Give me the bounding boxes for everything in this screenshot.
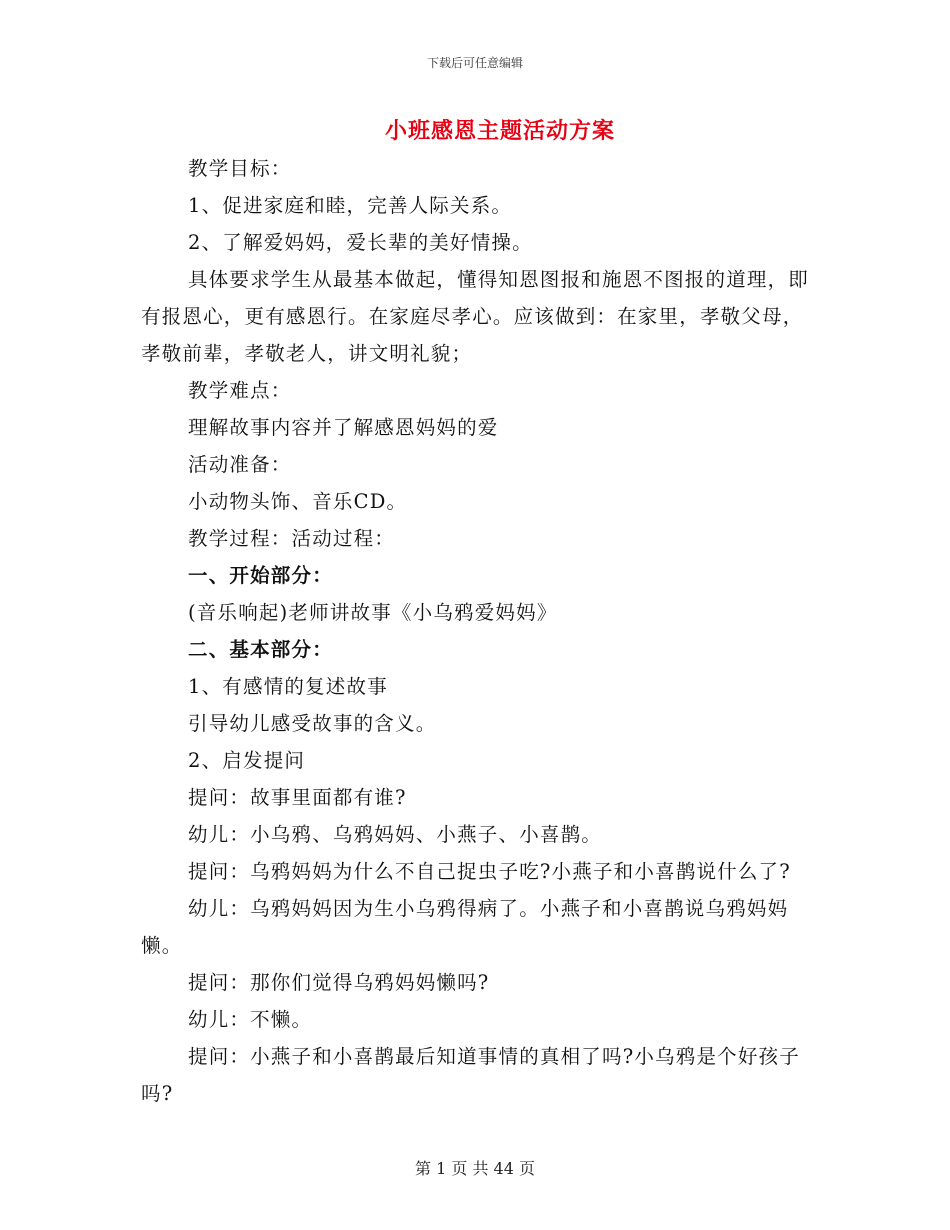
paragraph: 教学过程：活动过程：	[188, 527, 396, 550]
paragraph: 教学目标：	[188, 157, 292, 180]
document-body	[141, 150, 821, 1112]
page-footer: 第 1 页 共 44 页	[415, 1159, 535, 1178]
paragraph: 提问：故事里面都有谁?	[188, 786, 407, 809]
paragraph: 理解故事内容并了解感恩妈妈的爱	[188, 416, 499, 439]
document-title: 小班感恩主题活动方案	[384, 118, 615, 144]
paragraph: 提问：乌鸦妈妈为什么不自己捉虫子吃?小燕子和小喜鹊说什么了?	[188, 860, 791, 883]
paragraph: 活动准备：	[188, 453, 292, 476]
paragraph: 教学难点：	[188, 379, 292, 402]
section-heading: 二、基本部分：	[188, 638, 333, 661]
paragraph: 幼儿：乌鸦妈妈因为生小乌鸦得病了。小燕子和小喜鹊说乌鸦妈妈懒。	[141, 897, 789, 957]
paragraph: 1、有感情的复述故事	[188, 675, 388, 698]
paragraph: 幼儿：不懒。	[188, 1008, 313, 1031]
paragraph: 幼儿：小乌鸦、乌鸦妈妈、小燕子、小喜鹊。	[188, 823, 603, 846]
section-heading: 一、开始部分：	[188, 564, 333, 587]
paragraph: 2、了解爱妈妈，爱长辈的美好情操。	[188, 231, 533, 254]
paragraph: 具体要求学生从最基本做起，懂得知恩图报和施恩不图报的道理，即有报恩心，更有感恩行。在家庭尽孝心。应该做到：在家里，孝敬父母，孝敬前辈，孝敬老人，讲文明礼貌；	[141, 268, 810, 365]
paragraph: (音乐响起)老师讲故事《小乌鸦爱妈妈》	[188, 601, 558, 624]
paragraph: 2、启发提问	[188, 749, 306, 772]
paragraph: 1、促进家庭和睦，完善人际关系。	[188, 194, 513, 217]
header-note: 下载后可任意编辑	[426, 56, 523, 70]
paragraph: 引导幼儿感受故事的含义。	[188, 712, 437, 735]
paragraph: 提问：那你们觉得乌鸦妈妈懒吗?	[188, 971, 490, 994]
paragraph: 提问：小燕子和小喜鹊最后知道事情的真相了吗?小乌鸦是个好孩子吗?	[141, 1045, 800, 1105]
paragraph: 小动物头饰、音乐CD。	[188, 490, 408, 513]
